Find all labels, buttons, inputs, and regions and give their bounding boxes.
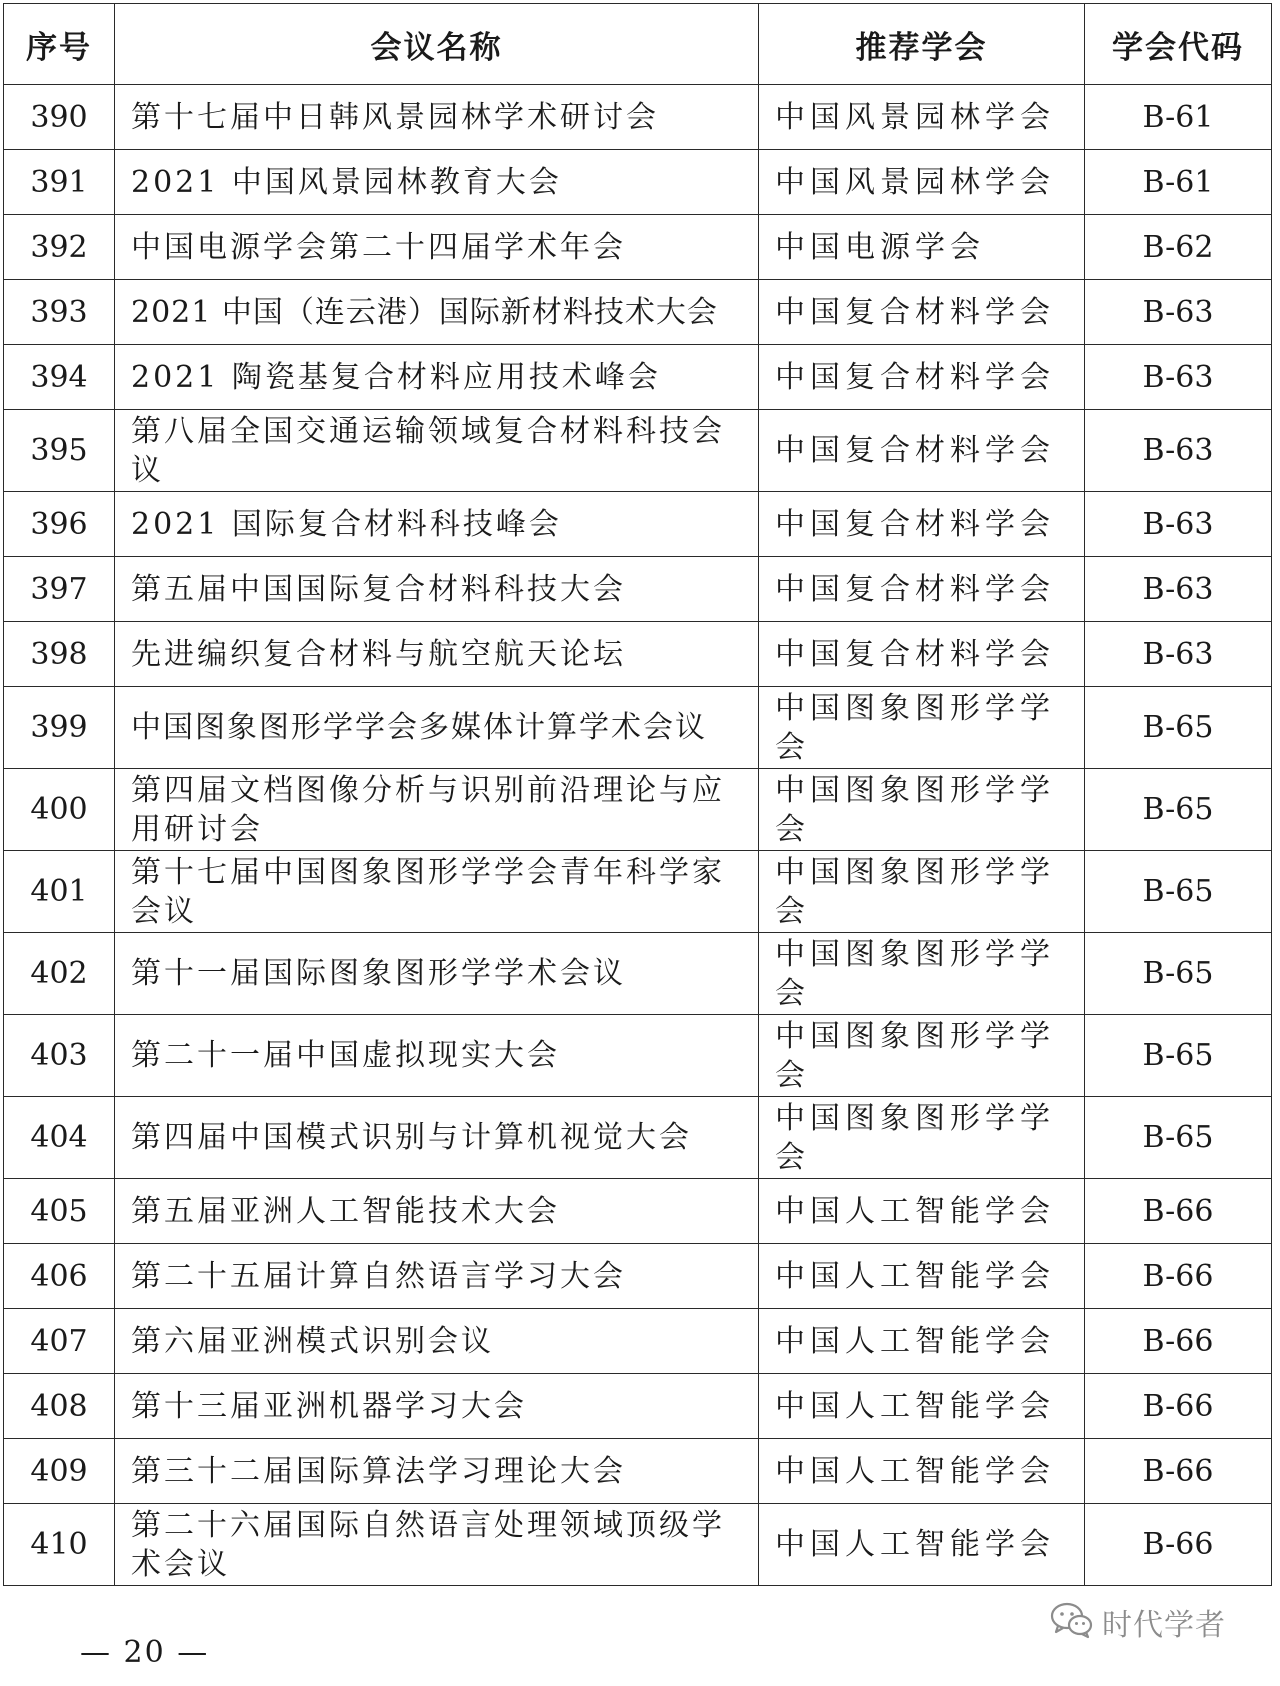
cell-society: 中国人工智能学会 [759,1309,1085,1374]
table-row [4,1309,1272,1374]
cell-conference-name: 先进编织复合材料与航空航天论坛 [115,622,759,687]
cell-serial-number: 400 [4,769,115,851]
cell-society: 中国图象图形学学会 [759,933,1085,1015]
cell-society-code: B-65 [1085,933,1272,1015]
wechat-icon [1050,1601,1094,1643]
page-number: — 20 — [80,1635,210,1670]
table-header-row [4,4,1272,85]
cell-society-code: B-61 [1085,85,1272,150]
cell-society-code: B-66 [1085,1504,1272,1586]
cell-society: 中国风景园林学会 [759,85,1085,150]
table-row [4,1015,1272,1097]
cell-conference-name: 第六届亚洲模式识别会议 [115,1309,759,1374]
header-conference-name: 会议名称 [115,4,759,85]
cell-conference-name: 第十一届国际图象图形学学术会议 [115,933,759,1015]
table-row [4,769,1272,851]
cell-society-code: B-65 [1085,851,1272,933]
table-row [4,280,1272,345]
cell-society: 中国图象图形学学会 [759,851,1085,933]
cell-conference-name: 第二十一届中国虚拟现实大会 [115,1015,759,1097]
cell-conference-name: 2021 国际复合材料科技峰会 [115,492,759,557]
cell-serial-number: 409 [4,1439,115,1504]
table-row [4,410,1272,492]
cell-serial-number: 393 [4,280,115,345]
cell-serial-number: 390 [4,85,115,150]
cell-serial-number: 401 [4,851,115,933]
cell-society: 中国复合材料学会 [759,557,1085,622]
cell-conference-name: 第二十五届计算自然语言学习大会 [115,1244,759,1309]
cell-society: 中国人工智能学会 [759,1439,1085,1504]
cell-society: 中国电源学会 [759,215,1085,280]
cell-serial-number: 391 [4,150,115,215]
table-row [4,1504,1272,1586]
cell-society: 中国风景园林学会 [759,150,1085,215]
cell-serial-number: 408 [4,1374,115,1439]
cell-serial-number: 394 [4,345,115,410]
cell-serial-number: 403 [4,1015,115,1097]
cell-society: 中国人工智能学会 [759,1244,1085,1309]
table-row [4,1244,1272,1309]
cell-society-code: B-65 [1085,687,1272,769]
cell-conference-name: 第十三届亚洲机器学习大会 [115,1374,759,1439]
conference-table [3,3,1272,1586]
cell-serial-number: 395 [4,410,115,492]
header-serial-number: 序号 [4,4,115,85]
cell-society-code: B-66 [1085,1309,1272,1374]
table-row [4,150,1272,215]
table-row [4,851,1272,933]
table-row [4,622,1272,687]
cell-society-code: B-65 [1085,769,1272,851]
cell-conference-name: 第三十二届国际算法学习理论大会 [115,1439,759,1504]
table-row [4,85,1272,150]
cell-conference-name: 2021 陶瓷基复合材料应用技术峰会 [115,345,759,410]
cell-conference-name: 第四届中国模式识别与计算机视觉大会 [115,1097,759,1179]
cell-society: 中国人工智能学会 [759,1179,1085,1244]
cell-conference-name: 2021 中国（连云港）国际新材料技术大会 [115,280,759,345]
cell-society: 中国图象图形学学会 [759,769,1085,851]
table-row [4,215,1272,280]
cell-serial-number: 396 [4,492,115,557]
watermark-label: 时代学者 [1102,1608,1226,1643]
cell-society: 中国图象图形学学会 [759,1015,1085,1097]
cell-conference-name: 第八届全国交通运输领域复合材料科技会议 [115,410,759,492]
table-row [4,933,1272,1015]
cell-serial-number: 397 [4,557,115,622]
cell-serial-number: 405 [4,1179,115,1244]
cell-society: 中国复合材料学会 [759,410,1085,492]
table-row [4,1097,1272,1179]
cell-serial-number: 404 [4,1097,115,1179]
cell-society-code: B-63 [1085,280,1272,345]
cell-serial-number: 399 [4,687,115,769]
cell-conference-name: 第五届中国国际复合材料科技大会 [115,557,759,622]
cell-society-code: B-63 [1085,492,1272,557]
cell-society: 中国图象图形学学会 [759,687,1085,769]
cell-society: 中国复合材料学会 [759,345,1085,410]
cell-conference-name: 第二十六届国际自然语言处理领域顶级学术会议 [115,1504,759,1586]
cell-conference-name: 中国图象图形学学会多媒体计算学术会议 [115,687,759,769]
cell-conference-name: 中国电源学会第二十四届学术年会 [115,215,759,280]
cell-society-code: B-65 [1085,1097,1272,1179]
cell-serial-number: 398 [4,622,115,687]
cell-society: 中国图象图形学学会 [759,1097,1085,1179]
cell-society-code: B-63 [1085,557,1272,622]
cell-society-code: B-66 [1085,1439,1272,1504]
cell-serial-number: 407 [4,1309,115,1374]
cell-conference-name: 第五届亚洲人工智能技术大会 [115,1179,759,1244]
table-row [4,345,1272,410]
cell-conference-name: 第四届文档图像分析与识别前沿理论与应用研讨会 [115,769,759,851]
cell-society-code: B-61 [1085,150,1272,215]
table-row [4,557,1272,622]
cell-serial-number: 402 [4,933,115,1015]
cell-serial-number: 410 [4,1504,115,1586]
cell-society-code: B-66 [1085,1244,1272,1309]
cell-conference-name: 第十七届中日韩风景园林学术研讨会 [115,85,759,150]
cell-serial-number: 406 [4,1244,115,1309]
cell-society-code: B-65 [1085,1015,1272,1097]
cell-society-code: B-63 [1085,622,1272,687]
table-row [4,1179,1272,1244]
cell-society-code: B-66 [1085,1374,1272,1439]
cell-society: 中国人工智能学会 [759,1504,1085,1586]
table-row [4,687,1272,769]
header-society-code: 学会代码 [1085,4,1272,85]
watermark [1050,1600,1226,1644]
cell-society: 中国人工智能学会 [759,1374,1085,1439]
cell-society-code: B-66 [1085,1179,1272,1244]
cell-conference-name: 2021 中国风景园林教育大会 [115,150,759,215]
cell-society-code: B-63 [1085,345,1272,410]
table-row [4,492,1272,557]
cell-society: 中国复合材料学会 [759,492,1085,557]
cell-conference-name: 第十七届中国图象图形学学会青年科学家会议 [115,851,759,933]
header-recommending-society: 推荐学会 [759,4,1085,85]
table-row [4,1374,1272,1439]
cell-society-code: B-62 [1085,215,1272,280]
cell-society: 中国复合材料学会 [759,622,1085,687]
cell-serial-number: 392 [4,215,115,280]
cell-society-code: B-63 [1085,410,1272,492]
table-row [4,1439,1272,1504]
cell-society: 中国复合材料学会 [759,280,1085,345]
